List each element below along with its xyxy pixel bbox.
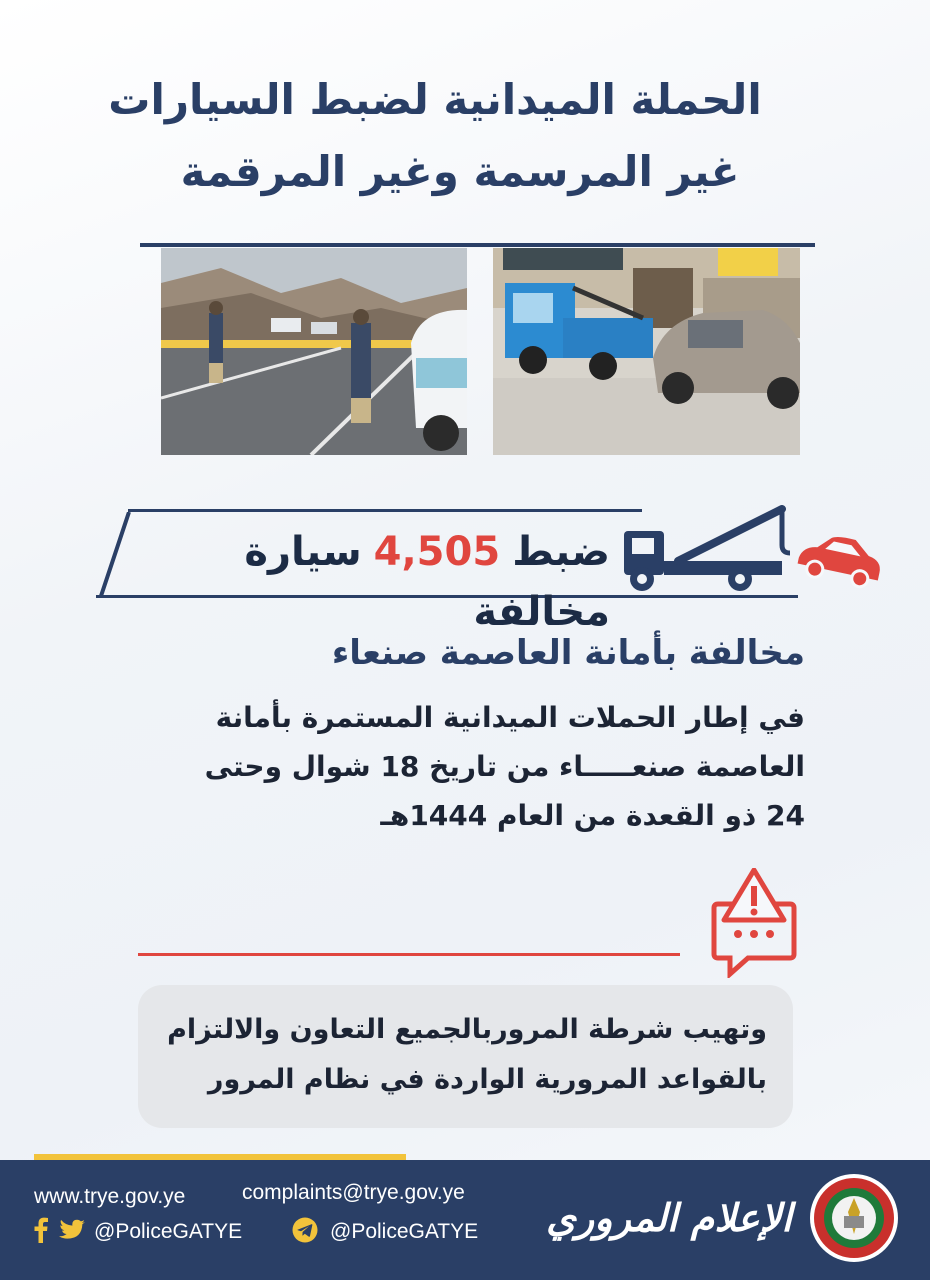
- campaign-description: [200, 693, 805, 840]
- facebook-icon[interactable]: [34, 1217, 48, 1243]
- social-handle[interactable]: @PoliceGATYE: [94, 1220, 243, 1243]
- complaints-email-link[interactable]: complaints@trye.gov.ye: [242, 1181, 465, 1204]
- description-line-1: في إطار الحملات الميدانية المستمرة بأمانة: [215, 701, 805, 734]
- description-line-2: العاصمة صنعـــــاء من تاريخ 18 شوال وحتى: [204, 750, 805, 783]
- notice-box: [138, 985, 793, 1128]
- description-line-3: 24 ذو القعدة من العام 1444هـ: [380, 799, 805, 832]
- title-divider: [140, 243, 815, 247]
- telegram-icon[interactable]: [292, 1217, 318, 1243]
- warning-divider: [138, 953, 680, 956]
- twitter-icon[interactable]: [58, 1219, 86, 1243]
- checkpoint-photo: [161, 248, 467, 455]
- page-title-line-2: غير المرسمة وغير المرقمة: [180, 147, 740, 196]
- website-link[interactable]: www.trye.gov.ye: [34, 1185, 186, 1208]
- seized-cars-stat: [140, 522, 610, 635]
- brand-wordmark: الإعلام المروري: [546, 1195, 792, 1240]
- banner-top-rule: [128, 509, 642, 512]
- footer-accent-bar: [34, 1154, 406, 1160]
- tow-truck-icon: [618, 505, 798, 595]
- banner-bottom-rule: [96, 595, 798, 598]
- red-car-icon: [793, 532, 885, 590]
- warning-message-icon: [708, 868, 800, 978]
- page-title-line-1: الحملة الميدانية لضبط السيارات: [108, 75, 762, 124]
- section-subheading: مخالفة بأمانة العاصمة صنعاء: [331, 633, 805, 673]
- telegram-handle[interactable]: @PoliceGATYE: [330, 1220, 479, 1243]
- notice-line-2: بالقواعد المرورية الواردة في نظام المرور: [207, 1064, 767, 1095]
- traffic-police-emblem: [808, 1172, 900, 1264]
- stat-suffix: سيارة مخالفة: [244, 529, 610, 635]
- tow-truck-photo: [493, 248, 800, 455]
- banner-slash-decoration: [97, 512, 133, 596]
- stat-prefix: ضبط: [512, 529, 610, 575]
- notice-line-1: وتهيب شرطة المروربالجميع التعاون والالتزام: [167, 1014, 767, 1045]
- stat-number: 4,505: [373, 529, 501, 575]
